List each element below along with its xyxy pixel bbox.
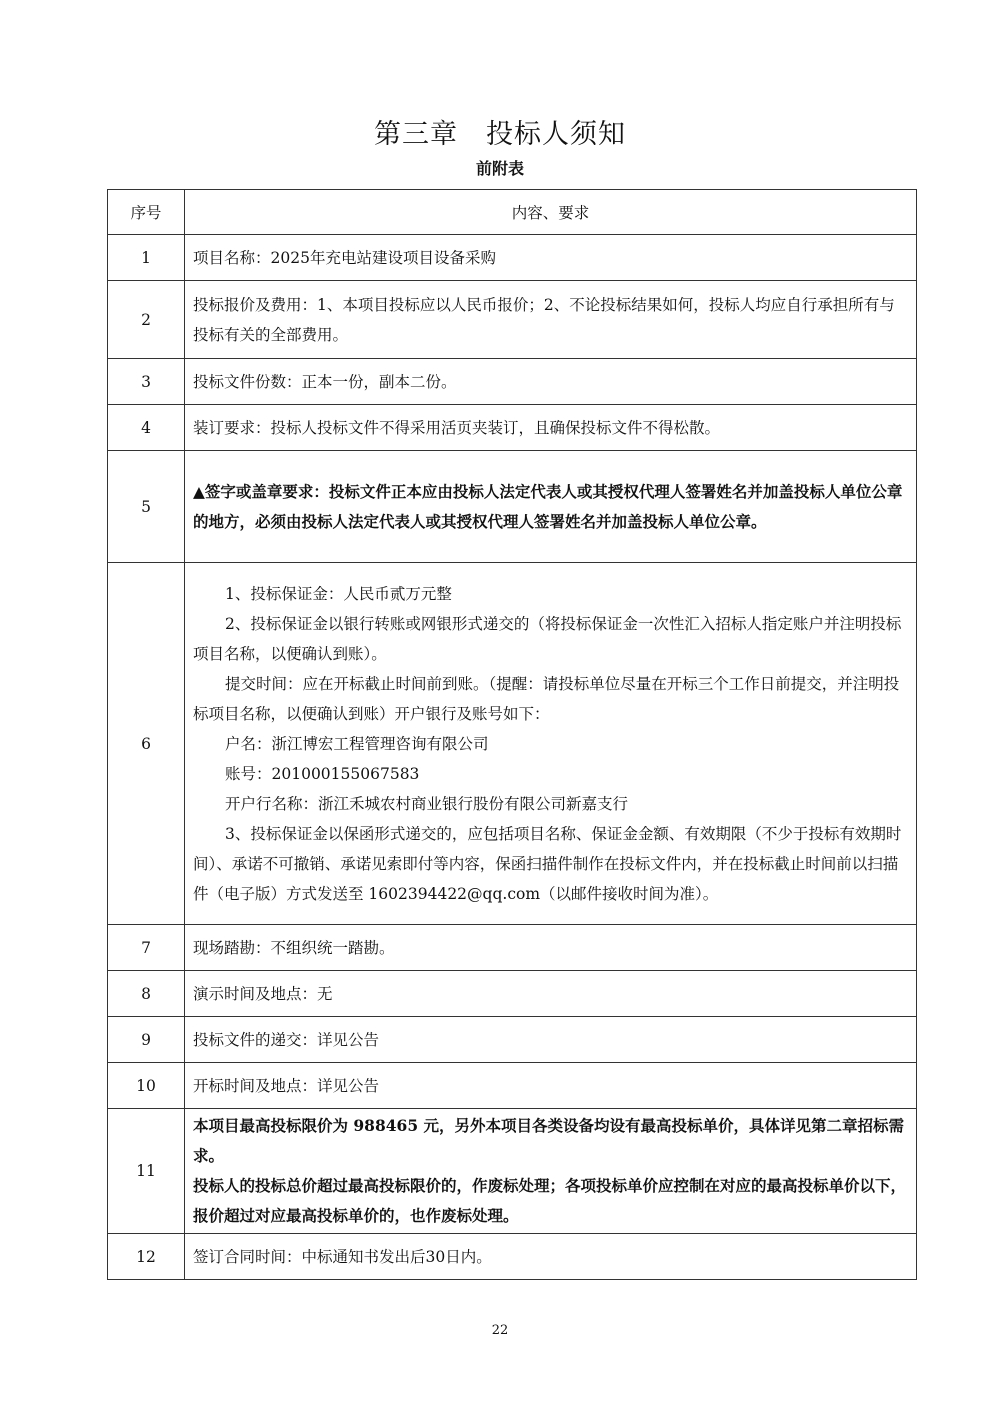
row-text: 2、投标保证金以银行转账或网银形式递交的（将投标保证金一次性汇入招标人指定账户并注明投标项目名称，以便确认到账）。: [193, 614, 902, 663]
table-row: [108, 281, 917, 359]
row-content: [185, 1234, 917, 1280]
table-row: [108, 1234, 917, 1280]
row-content: [185, 359, 917, 405]
row-number: 8: [108, 971, 185, 1017]
row-number: 10: [108, 1063, 185, 1109]
row-number: 11: [108, 1109, 185, 1234]
row-content: [185, 405, 917, 451]
row-content: [185, 1017, 917, 1063]
row-content: [185, 281, 917, 359]
table-header-row: [108, 190, 917, 235]
table-row: [108, 405, 917, 451]
row-text: 演示时间及地点：无: [193, 984, 333, 1003]
table-row: [108, 359, 917, 405]
row-text: ▲签字或盖章要求：投标文件正本应由投标人法定代表人或其授权代理人签署姓名并加盖投标人单位公章的地方，必须由投标人法定代表人或其授权代理人签署姓名并加盖投标人单位公章。: [193, 481, 903, 531]
row-number: 2: [108, 281, 185, 359]
table-caption: 前附表: [475, 159, 524, 178]
header-no: 序号: [108, 190, 185, 235]
chapter-title: 第三章 投标人须知: [374, 119, 626, 150]
row-content: [185, 1109, 917, 1234]
row-number: 3: [108, 359, 185, 405]
row-number: 9: [108, 1017, 185, 1063]
row-text: 投标报价及费用：1、本项目投标应以人民币报价；2、不论投标结果如何，投标人均应自行承担所有与投标有关的全部费用。: [193, 295, 895, 344]
requirements-table: [107, 189, 917, 1280]
table-row: [108, 971, 917, 1017]
table-row: [108, 563, 917, 925]
row-text: 投标文件份数：正本一份，副本二份。: [193, 372, 457, 391]
row-content: [185, 925, 917, 971]
page-number: 22: [491, 1323, 509, 1338]
row-text: 本项目最高投标限价为 988465 元，另外本项目各类设备均设有最高投标单价，具体详见第二章招标需求。: [193, 1116, 905, 1165]
row-text: 签订合同时间：中标通知书发出后30日内。: [193, 1247, 492, 1266]
row-number: 4: [108, 405, 185, 451]
row-content: [185, 1063, 917, 1109]
row-number: 1: [108, 235, 185, 281]
row-number: 7: [108, 925, 185, 971]
row-content: [185, 971, 917, 1017]
row-content: [185, 451, 917, 563]
table-row: [108, 235, 917, 281]
row-content: [185, 563, 917, 925]
table-row: [108, 1063, 917, 1109]
row-text: 开标时间及地点：详见公告: [193, 1076, 380, 1095]
row-text: 装订要求：投标人投标文件不得采用活页夹装订，且确保投标文件不得松散。: [193, 418, 721, 437]
row-text: 开户行名称：浙江禾城农村商业银行股份有限公司新嘉支行: [225, 794, 629, 813]
row-number: 5: [108, 451, 185, 563]
row-text: 户名：浙江博宏工程管理咨询有限公司: [225, 734, 489, 753]
row-text: 账号：201000155067583: [225, 764, 420, 783]
row-text: 现场踏勘：不组织统一踏勘。: [193, 938, 395, 957]
table-row: [108, 925, 917, 971]
table-row: [108, 1109, 917, 1234]
table-row: [108, 1017, 917, 1063]
row-text: 投标人的投标总价超过最高投标限价的，作废标处理；各项投标单价应控制在对应的最高投标单价以下，报价超过对应最高投标单价的，也作废标处理。: [193, 1176, 907, 1225]
row-text: 提交时间：应在开标截止时间前到账。（提醒：请投标单位尽量在开标三个工作日前提交，并注明投标项目名称，以便确认到账）开户银行及账号如下：: [193, 674, 900, 723]
row-text: 1、投标保证金：人民币贰万元整: [225, 584, 452, 603]
row-text: 3、投标保证金以保函形式递交的，应包括项目名称、保证金金额、有效期限（不少于投标有效期时间）、承诺不可撤销、承诺见索即付等内容，保函扫描件制作在投标文件内，并在投标截止时间前以扫描件（电子版）方式发送至 1602394422@qq.com（以邮件接收时间为准）。: [193, 824, 902, 903]
row-content: [185, 235, 917, 281]
header-content: 内容、要求: [185, 190, 917, 235]
row-number: 12: [108, 1234, 185, 1280]
row-text: 项目名称：2025年充电站建设项目设备采购: [193, 248, 496, 267]
row-number: 6: [108, 563, 185, 925]
table-row: [108, 451, 917, 563]
row-text: 投标文件的递交：详见公告: [193, 1030, 380, 1049]
